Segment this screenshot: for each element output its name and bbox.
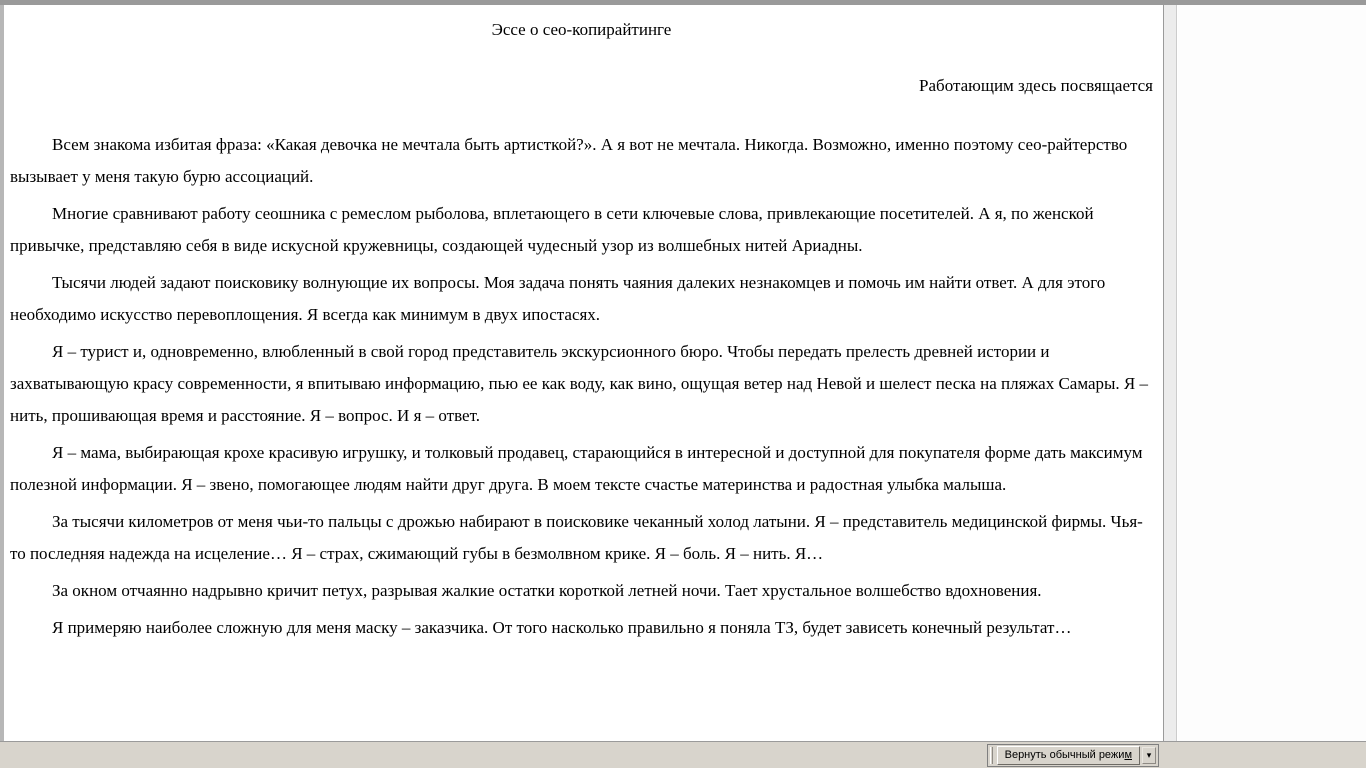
essay-paragraph: За тысячи километров от меня чьи-то пальцы с дрожью набирают в поисковике чеканный холод латыни. Я – представитель медицинской фирмы. Чья-то последняя надежда на исцеление… Я – страх, сжимающий губы в безмолвном крике. Я – боль. Я – нить. Я…: [10, 512, 1143, 563]
return-button-accel-letter: м: [1124, 749, 1132, 761]
essay-paragraph: Всем знакома избитая фраза: «Какая девочка не мечтала быть артисткой?». А я вот не мечтала. Никогда. Возможно, именно поэтому сео-райтерство вызывает у меня такую бурю ассоциаций.: [10, 135, 1128, 186]
essay-paragraph: Я примеряю наиболее сложную для меня маску – заказчика. От того насколько правильно я поняла ТЗ, будет зависеть конечный результат…: [52, 618, 1072, 637]
essay-paragraph: Я – турист и, одновременно, влюбленный в свой город представитель экскурсионного бюро. Чтобы передать прелесть древней истории и захватывающую красу современности, я впитываю информацию, пью ее как воду, как вино, ощущая ветер над Невой и шелест песка на пляжах Самары. Я – нить, прошивающая время и расстояние. Я – вопрос. И я – ответ.: [10, 342, 1149, 425]
essay-paragraph: Многие сравнивают работу сеошника с ремеслом рыболова, вплетающего в сети ключевые слова, привлекающие посетителей. А я, по женской привычке, представляю себя в виде искусной кружевницы, создающей чудесный узор из волшебных нитей Ариадны.: [10, 204, 1094, 255]
status-bar: [0, 741, 1366, 768]
dedication-line: Работающим здесь посвящается: [919, 76, 1153, 95]
essay-paragraph: Я – мама, выбирающая крохе красивую игрушку, и толковый продавец, старающийся в интересной и доступной для покупателя форме дать максимум полезной информации. Я – звено, помогающее людям найти друг друга. В моем тексте счастье материнства и радостная улыбка малыша.: [10, 443, 1143, 494]
document-title: Эссе о сео-копирайтинге: [491, 20, 672, 39]
toolbar-options-arrow-icon[interactable]: ▾: [1142, 747, 1156, 764]
document-page[interactable]: [4, 5, 1163, 741]
return-button-label: Вернуть обычный режи: [1004, 749, 1125, 761]
return-normal-view-button[interactable]: [997, 746, 1140, 765]
essay-paragraph: За окном отчаянно надрывно кричит петух, разрывая жалкие остатки короткой летней ночи. Тает хрустальное волшебство вдохновения.: [52, 581, 1042, 600]
document-body: [10, 129, 1153, 644]
right-margin-area: [1178, 5, 1366, 741]
essay-paragraph: Тысячи людей задают поисковику волнующие их вопросы. Моя задача понять чаяния далеких незнакомцев и помочь им найти ответ. А для этого необходимо искусство перевоплощения. Я всегда как минимум в двух ипостасях.: [10, 273, 1106, 324]
close-fullscreen-toolbar: [987, 744, 1159, 767]
vertical-scrollbar[interactable]: [1163, 5, 1177, 741]
toolbar-grip[interactable]: [990, 747, 993, 764]
